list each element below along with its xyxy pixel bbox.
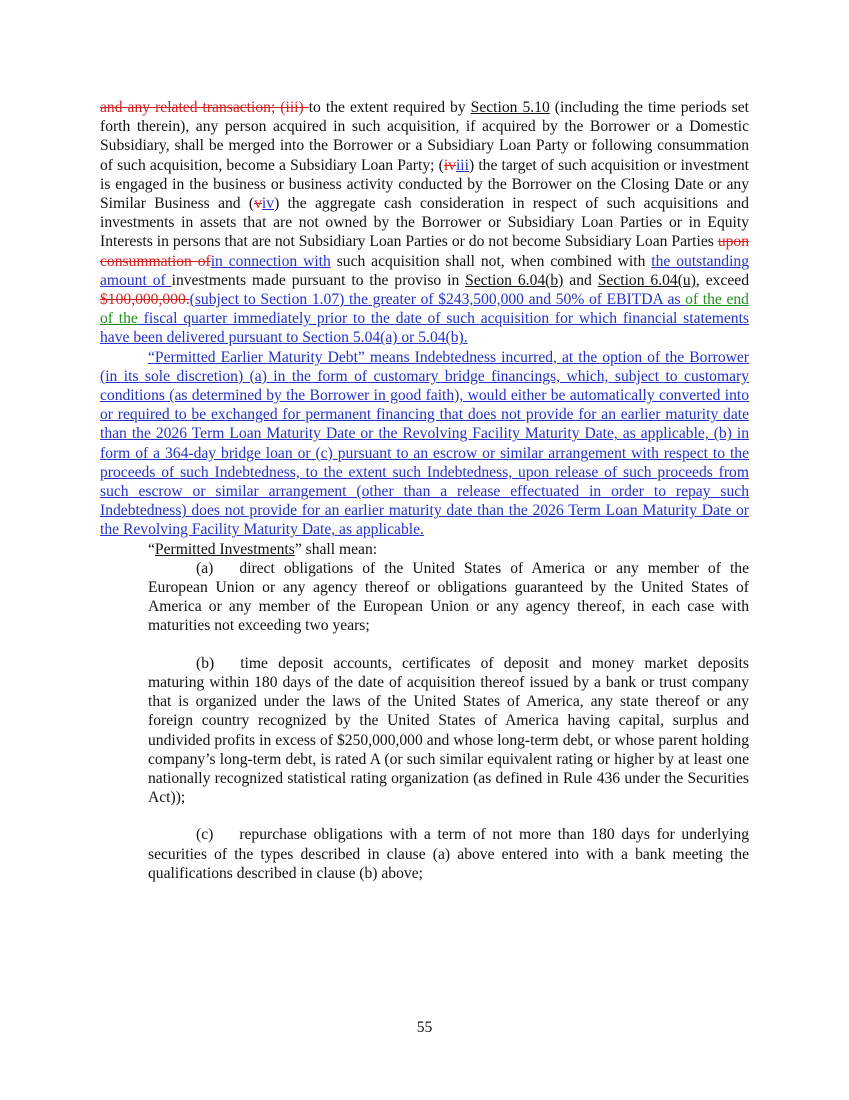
clause-b <box>148 654 749 808</box>
body-text: ) the target of such acquisition or investment is engaged in the business or business activity conducted by the Borrower on the Closing Date or any Similar Business and ( <box>100 156 750 213</box>
inserted-text: iii <box>455 156 469 174</box>
section-reference: Section 6.04(b) <box>465 271 564 289</box>
body-text: , exceed <box>695 271 749 289</box>
body-text: to the extent required by <box>308 99 471 116</box>
clause-text: repurchase obligations with a term of not more than 180 days for underlying securities of the types described in clause (a) above entered into with a bank meeting the qualifications described in clause (b) above; <box>148 826 749 882</box>
inserted-text: in connection with <box>210 252 331 270</box>
inserted-definition: “Permitted Earlier Maturity Debt” means Indebtedness incurred, at the option of the Borrower (in its sole discretion) (a) in the form of customary bridge financings, which, subject to customary conditions (as determined by the Borrower in good faith), would either be automatically converted into or required to be exchanged for permanent financing that does not provide for an earlier maturity date than the 2026 Term Loan Maturity Date or the Revolving Facility Maturity Date, as applicable, (b) in form of a 364-day bridge loan or (c) pursuant to an escrow or similar arrangement with respect to the proceeds of such Indebtedness, to the extent such Indebtedness, upon release of such proceeds from such escrow or similar arrangement (other than a release effectuated in order to repay such Indebtedness) does not provide for an earlier maturity date than the 2026 Term Loan Maturity Date or the Revolving Facility Maturity Date, as applicable. <box>100 348 749 539</box>
paragraph-acquisition-conditions <box>100 98 749 348</box>
quote-open: “ <box>148 540 155 558</box>
body-text: ) the aggregate cash consideration in respect of such acquisitions and investments in assets that are not owned by the Borrower or Subsidiary Loan Parties or in Equity Interests in persons that are not Subsidiary Loan Parties or do not become Subsidiary Loan Parties <box>100 195 749 251</box>
inserted-text: fiscal quarter immediately prior to the date of such acquisition for which financial statements have been delivered pursuant to Section 5.04(a) or 5.04(b). <box>100 310 749 347</box>
inserted-text: the outstanding amount of <box>100 252 750 289</box>
deleted-text: upon consummation of <box>100 233 749 270</box>
paragraph-permitted-investments-heading <box>100 540 749 559</box>
deleted-text: iv <box>443 156 456 174</box>
moved-text: of the end of the <box>100 291 749 328</box>
page-number: 55 <box>416 1019 433 1036</box>
body-text: such acquisition shall not, when combined with <box>330 252 652 270</box>
paragraph-permitted-earlier-maturity-debt <box>100 348 749 540</box>
inserted-text: (subject to Section 1.07) the greater of $243,500,000 and 50% of EBITDA as <box>189 291 686 309</box>
clause-c <box>148 825 749 883</box>
defined-term: Permitted Investments <box>154 540 295 558</box>
clause-text: direct obligations of the United States of America or any member of the European Union or any agency thereof or obligations guaranteed by the United States of America or any member of the European Union or any agency thereof, in each case with maturities not exceeding two years; <box>148 559 749 635</box>
deleted-text: $100,000,000. <box>100 291 190 309</box>
heading-tail: ” shall mean: <box>294 540 378 558</box>
body-text: (including the time periods set forth therein), any person acquired in such acquisition, if acquired by the Borrower or a Domestic Subsidiary, shall be merged into the Borrower or a Subsidiary Loan Party or following consummation of such acquisition, become a Subsidiary Loan Party; ( <box>100 99 749 174</box>
clause-label: (c) <box>196 826 214 844</box>
deleted-text: v <box>254 195 262 213</box>
section-reference: Section 5.10 <box>470 99 550 116</box>
deleted-text: and any related transaction; (iii) <box>100 99 309 116</box>
clause-a <box>148 559 749 636</box>
clause-label: (a) <box>196 559 214 577</box>
clause-text: time deposit accounts, certificates of deposit and money market deposits maturing within 180 days of the date of acquisition thereof issued by a bank or trust company that is organized under the laws of the United States of America, any state thereof or any foreign country recognized by the United States of America having capital, surplus and undivided profits in excess of $250,000,000 and whose long-term debt, or whose parent holding company’s long-term debt, is rated A (or such similar equivalent rating or higher by at least one nationally recognized statistical rating organization (as defined in Rule 436 under the Securities Act)); <box>148 654 749 807</box>
inserted-text: iv <box>261 195 275 213</box>
body-text: investments made pursuant to the proviso in <box>171 271 466 289</box>
body-text: and <box>563 271 598 289</box>
document-page <box>100 98 749 901</box>
clause-label: (b) <box>196 654 215 672</box>
section-reference: Section 6.04(u) <box>597 271 696 289</box>
